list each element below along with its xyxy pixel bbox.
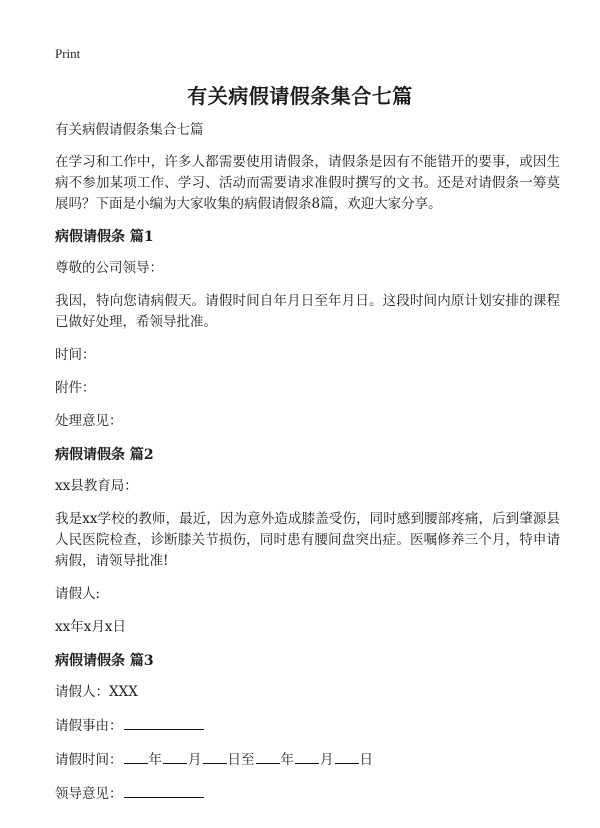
- section-2-body: 我是xx学校的教师，最近，因为意外造成膝盖受伤，同时感到腰部疼痛，后到肇源县人民医院检查，诊断膝关节损伤，同时患有腰间盘突出症。医嘱修养三个月，特申请病假，请领导批准!: [55, 511, 560, 569]
- section-1-attachment-label: 附件：: [55, 380, 96, 396]
- start-year-label: 年: [148, 752, 162, 768]
- section-2-applicant-label: 请假人:: [55, 586, 101, 602]
- section-2-salutation: xx县教育局：: [55, 478, 138, 494]
- section-3-opinion-line: [55, 783, 560, 805]
- start-month-label: 月: [188, 752, 202, 768]
- section-3-time-line: [55, 749, 560, 771]
- end-day-blank: [335, 749, 359, 764]
- section-1-time-label: 时间：: [55, 347, 96, 363]
- intro-subtitle: 有关病假请假条集合七篇: [55, 122, 204, 138]
- section-1-body: 我因，特向您请病假天。请假时间自年月日至年月日。这段时间内原计划安排的课程已做好处理，希领导批准。: [55, 293, 560, 330]
- section-3-heading: 病假请假条 篇3: [55, 653, 154, 669]
- section-2-heading: 病假请假条 篇2: [55, 447, 154, 463]
- section-2-date: xx年x月x日: [55, 619, 126, 635]
- print-label: Print: [55, 46, 81, 61]
- section-3-reason-label: 请假事由：: [55, 718, 123, 734]
- section-3-time-label: 请假时间：: [55, 752, 123, 768]
- start-day-label: 日至: [227, 752, 255, 768]
- document-body: [55, 120, 560, 817]
- section-1-heading: 病假请假条 篇1: [55, 229, 154, 245]
- start-year-blank: [124, 749, 148, 764]
- end-year-label: 年: [280, 752, 294, 768]
- section-3-reason-line: [55, 715, 560, 737]
- section-3-opinion-label: 领导意见：: [55, 786, 123, 802]
- opinion-blank: [124, 783, 204, 798]
- end-month-blank: [295, 749, 319, 764]
- intro-paragraph: 在学习和工作中，许多人都需要使用请假条，请假条是因有不能错开的要事，或因生病不参加某项工作、学习、活动而需要请求准假时撰写的文书。还是对请假条一筹莫展吗？下面是小编为大家收集的病假请假条8篇，欢迎大家分享。: [55, 154, 560, 212]
- end-year-blank: [256, 749, 280, 764]
- section-1-opinion-label: 处理意见：: [55, 413, 123, 429]
- start-month-blank: [163, 749, 187, 764]
- reason-blank: [124, 715, 204, 730]
- start-day-blank: [203, 749, 227, 764]
- end-month-label: 月: [320, 752, 334, 768]
- document-title: 有关病假请假条集合七篇: [187, 84, 413, 108]
- section-1-salutation: 尊敬的公司领导：: [55, 260, 163, 276]
- end-day-label: 日: [359, 752, 373, 768]
- section-3-applicant: 请假人：XXX: [55, 684, 138, 700]
